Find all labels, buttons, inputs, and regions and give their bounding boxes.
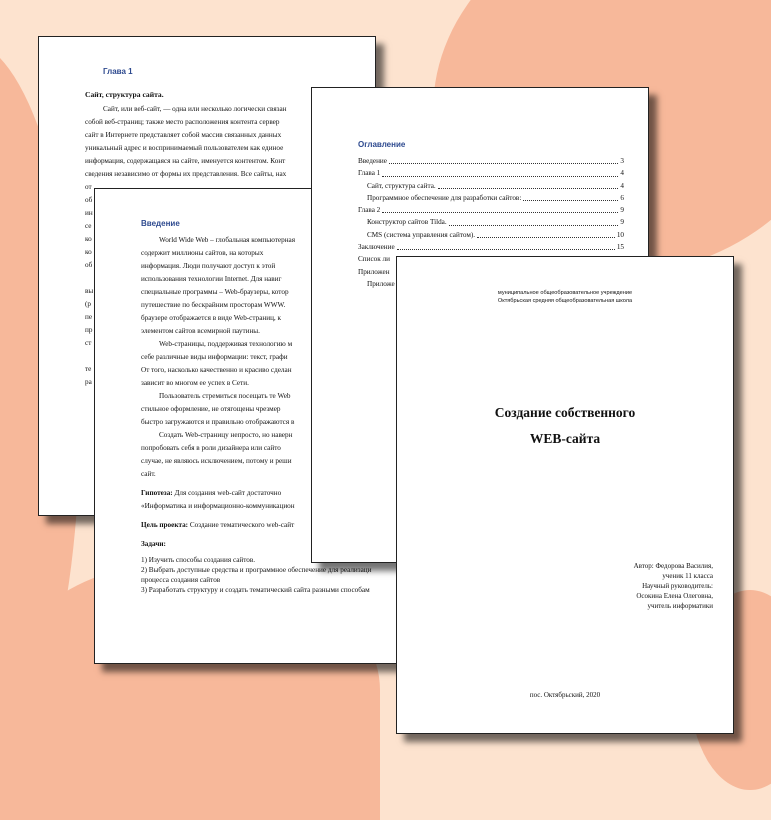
hypothesis-label: Гипотеза: [141, 489, 173, 497]
contents-leader-dots [382, 176, 618, 177]
goal-label: Цель проекта: [141, 521, 189, 529]
intro-text-line: Пользователь стремиться посещать те Web [159, 392, 291, 400]
chapter-text-line: (р [85, 300, 91, 308]
chapter-text-line: сайт в Интернете представляет собой массив связанных данных [85, 131, 282, 139]
contents-leader-dots [449, 225, 619, 226]
chapter-text-line: ст [85, 339, 92, 347]
contents-entry-label: Список ли [358, 255, 390, 264]
intro-text-line: Web-страницы, поддерживая технологию м [159, 340, 293, 348]
intro-text-line: сайт. [141, 470, 156, 478]
intro-text-line: элементом сайтов всемирной паутины. [141, 327, 260, 335]
contents-entry[interactable] [358, 241, 624, 253]
contents-leader-dots [389, 163, 618, 164]
chapter-title: Глава 1 [103, 67, 133, 76]
intro-text-line: World Wide Web – глобальная компьютерная [159, 236, 296, 244]
intro-text-line: специальные программы – Web-браузеры, котор [141, 288, 289, 296]
contents-entry-page: 4 [620, 169, 624, 178]
intro-text-line: путешествие по бескрайним просторам WWW. [141, 301, 286, 309]
task-item: 2) Выбрать доступные средства и программное обеспечение для реализаци [141, 566, 372, 574]
contents-entry-page: 9 [620, 218, 624, 227]
contents-entry-label: Глава 1 [358, 169, 381, 178]
document-title-line-2: WEB-сайта [529, 431, 601, 446]
task-item: процесса создания сайтов [141, 576, 221, 584]
contents-title: Оглавление [358, 140, 406, 149]
contents-entry[interactable] [358, 216, 624, 228]
chapter-text-line: се [85, 222, 92, 230]
contents-entry-label: Приложен [358, 267, 390, 276]
contents-entry-label: Глава 2 [358, 206, 381, 215]
contents-entry-label: Сайт, структура сайта. [367, 181, 436, 190]
author-line: ученик 11 класса [662, 572, 713, 580]
intro-text-line: себе различные виды информации: текст, графи [141, 353, 288, 361]
contents-entry-page: 4 [620, 181, 624, 190]
author-block [634, 561, 713, 611]
tasks-label: Задачи: [141, 540, 166, 548]
contents-entry-page: 15 [616, 243, 624, 252]
contents-leader-dots [397, 249, 615, 250]
chapter-text-line: пр [85, 326, 93, 334]
author-line: Научный руководитель: [642, 582, 713, 590]
author-line: учитель информатики [647, 602, 713, 610]
chapter-text-line: уникальный адрес и воспринимаемый пользователем как единое [85, 144, 284, 152]
intro-text-line: информация. Люди получают доступ к этой [141, 262, 276, 270]
task-item: 1) Изучить способы создания сайтов. [141, 556, 256, 564]
author-line: Осокина Елена Олеговна, [636, 592, 713, 600]
contents-entry[interactable] [358, 192, 624, 204]
chapter-text-line: собой веб-страниц; также место расположения контента сервер [85, 118, 280, 126]
goal-text: Создание тематического web-сайт [188, 521, 295, 529]
chapter-text-line: сведения независимо от формы их представления. Все сайты, нах [85, 170, 287, 178]
intro-text-line: Создать Web-страницу непросто, но наверн [159, 431, 293, 439]
chapter-text-line: информация, содержащаяся на сайте, именуется контентом. Конт [85, 157, 286, 165]
intro-text-line: браузере отображается в виде Web-страниц, к [141, 314, 282, 322]
intro-text-line: случае, не являюсь исключением, потому и реши [141, 457, 292, 465]
chapter-text-line: ко [85, 235, 92, 243]
intro-text-line: быстро загружаются и правильно отображаются в [141, 418, 295, 426]
contents-entry[interactable] [358, 204, 624, 216]
intro-text-line: стильное оформление, не отягощены чрезмер [141, 405, 281, 413]
chapter-text-line: ко [85, 248, 92, 256]
chapter-text-line: ин [85, 209, 93, 217]
organization-line-1: муниципальное общеобразовательное учреждение [497, 290, 633, 296]
chapter-text-line: об [85, 196, 93, 204]
author-line: Автор: Федорова Василия, [633, 562, 713, 570]
contents-leader-dots [523, 200, 618, 201]
contents-entry-page: 6 [620, 193, 624, 202]
document-page-title [396, 256, 734, 734]
contents-entry-label: Программное обеспечение для разработки сайтов: [367, 193, 522, 202]
chapter-text-line: пе [85, 313, 93, 321]
hypothesis-line-2: «Информатика и информационно-коммуникацион [141, 502, 295, 510]
contents-entry-label: Заключение [358, 243, 395, 252]
intro-text-line: От того, насколько качественно и красиво сделан [141, 366, 292, 374]
contents-entry-page: 9 [620, 206, 624, 215]
contents-entry[interactable] [358, 229, 624, 241]
contents-entry-page: 10 [616, 230, 624, 239]
contents-entry[interactable] [358, 167, 624, 179]
contents-entry-page: 3 [620, 157, 624, 165]
intro-text-line: зависит во многом ее успех в Сети. [141, 379, 249, 387]
contents-entry-label: Конструктор сайтов Tilda. [367, 218, 447, 227]
contents-leader-dots [382, 212, 618, 213]
chapter-text-line: Сайт, или веб-сайт, — одна или несколько логически связан [103, 105, 287, 113]
intro-text-line: попробовать себя в роли дизайнера или сайто [141, 444, 281, 452]
contents-entry-label: Приложе [367, 279, 395, 288]
task-item: 3) Разработать структуру и создать тематический сайта разными способам [141, 586, 370, 594]
section-title: Сайт, структура сайта. [85, 90, 164, 99]
contents-entry-label: CMS (система управления сайтом). [367, 230, 476, 239]
organization-line-2: Октябрьская средняя общеобразовательная школа [497, 298, 633, 304]
introduction-title: Введение [141, 219, 180, 228]
chapter-text-line: об [85, 261, 93, 269]
contents-entry[interactable] [358, 155, 624, 167]
document-title-line-1: Создание собственного [494, 405, 636, 420]
contents-entry-label: Введение [358, 157, 387, 165]
intro-text-line: использования технологии Internet. Для навиг [141, 275, 282, 283]
contents-leader-dots [477, 237, 615, 238]
chapter-text-line: ра [85, 378, 92, 386]
chapter-text-line: вы [85, 287, 94, 295]
city-year: пос. Октябрьский, 2020 [529, 691, 601, 699]
contents-leader-dots [438, 188, 619, 189]
hypothesis-text: Для создания web-сайт достаточно [172, 489, 282, 497]
chapter-text-line: те [85, 365, 92, 373]
intro-text-line: содержит миллионы сайтов, на которых [141, 249, 264, 257]
chapter-text-line: от [85, 183, 92, 191]
contents-entry[interactable] [358, 180, 624, 192]
